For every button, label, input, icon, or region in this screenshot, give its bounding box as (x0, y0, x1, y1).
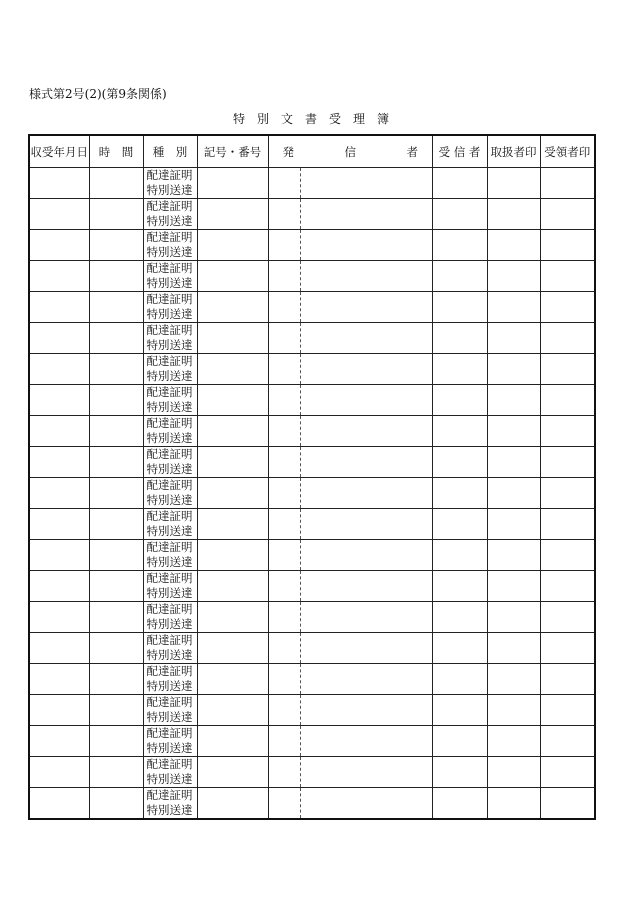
sender-name-cell[interactable] (300, 168, 432, 199)
handler-seal-cell[interactable] (487, 757, 540, 788)
header-sender (268, 135, 432, 168)
header-time: 時 間 (89, 135, 143, 168)
number-cell[interactable] (197, 385, 268, 416)
table-row (29, 323, 595, 354)
number-cell[interactable] (197, 447, 268, 478)
sender-code-cell[interactable] (268, 354, 300, 385)
number-cell[interactable] (197, 664, 268, 695)
table-row (29, 199, 595, 230)
kind-cell (143, 385, 197, 416)
number-cell[interactable] (197, 788, 268, 820)
time-cell[interactable] (89, 447, 143, 478)
table-row (29, 230, 595, 261)
time-cell[interactable] (89, 230, 143, 261)
kind-cell (143, 757, 197, 788)
recipient-seal-cell[interactable] (540, 757, 595, 788)
kind-cell (143, 540, 197, 571)
kind-option-special-service: 特別送達 (146, 183, 193, 197)
receiver-cell[interactable] (432, 168, 487, 199)
kind-cell (143, 230, 197, 261)
sender-code-cell[interactable] (268, 230, 300, 261)
sender-code-cell[interactable] (268, 509, 300, 540)
header-number: 記号・番号 (197, 135, 268, 168)
sender-name-cell[interactable] (300, 788, 432, 820)
kind-option-special-service: 特別送達 (146, 555, 193, 569)
number-cell[interactable] (197, 757, 268, 788)
recipient-seal-cell[interactable] (540, 199, 595, 230)
sender-name-cell[interactable] (300, 199, 432, 230)
sender-code-cell[interactable] (268, 602, 300, 633)
table-row (29, 354, 595, 385)
sender-code-cell[interactable] (268, 261, 300, 292)
sender-code-cell[interactable] (268, 199, 300, 230)
handler-seal-cell[interactable] (487, 447, 540, 478)
sender-code-cell[interactable] (268, 757, 300, 788)
receiver-cell[interactable] (432, 292, 487, 323)
kind-option-delivery-certificate: 配達証明 (146, 447, 193, 461)
number-cell[interactable] (197, 168, 268, 199)
recipient-seal-cell[interactable] (540, 695, 595, 726)
kind-option-delivery-certificate: 配達証明 (146, 478, 193, 492)
number-cell[interactable] (197, 540, 268, 571)
time-cell[interactable] (89, 664, 143, 695)
kind-cell (143, 726, 197, 757)
receiver-cell[interactable] (432, 571, 487, 602)
sender-name-cell[interactable] (300, 602, 432, 633)
number-cell[interactable] (197, 230, 268, 261)
kind-cell (143, 478, 197, 509)
kind-option-special-service: 特別送達 (146, 679, 193, 693)
sender-code-cell[interactable] (268, 447, 300, 478)
table-row (29, 540, 595, 571)
receiver-cell[interactable] (432, 602, 487, 633)
kind-option-special-service: 特別送達 (146, 400, 193, 414)
kind-cell (143, 664, 197, 695)
time-cell[interactable] (89, 478, 143, 509)
time-cell[interactable] (89, 757, 143, 788)
recipient-seal-cell[interactable] (540, 168, 595, 199)
handler-seal-cell[interactable] (487, 633, 540, 664)
kind-option-delivery-certificate: 配達証明 (146, 540, 193, 554)
kind-cell (143, 633, 197, 664)
kind-option-delivery-certificate: 配達証明 (146, 695, 193, 709)
sender-code-cell[interactable] (268, 633, 300, 664)
handler-seal-cell[interactable] (487, 571, 540, 602)
sender-code-cell[interactable] (268, 695, 300, 726)
recipient-seal-cell[interactable] (540, 571, 595, 602)
handler-seal-cell[interactable] (487, 540, 540, 571)
sender-name-cell[interactable] (300, 230, 432, 261)
recipient-seal-cell[interactable] (540, 540, 595, 571)
time-cell[interactable] (89, 726, 143, 757)
time-cell[interactable] (89, 354, 143, 385)
recipient-seal-cell[interactable] (540, 261, 595, 292)
kind-option-special-service: 特別送達 (146, 617, 193, 631)
kind-option-special-service: 特別送達 (146, 245, 193, 259)
date-cell[interactable] (29, 354, 89, 385)
receiver-cell[interactable] (432, 323, 487, 354)
header-row (29, 135, 595, 168)
handler-seal-cell[interactable] (487, 168, 540, 199)
date-cell[interactable] (29, 633, 89, 664)
kind-option-delivery-certificate: 配達証明 (146, 385, 193, 399)
handler-seal-cell[interactable] (487, 292, 540, 323)
handler-seal-cell[interactable] (487, 261, 540, 292)
kind-option-delivery-certificate: 配達証明 (146, 788, 193, 802)
time-cell[interactable] (89, 571, 143, 602)
sender-name-cell[interactable] (300, 323, 432, 354)
number-cell[interactable] (197, 292, 268, 323)
sender-name-cell[interactable] (300, 416, 432, 447)
kind-option-delivery-certificate: 配達証明 (146, 633, 193, 647)
recipient-seal-cell[interactable] (540, 292, 595, 323)
receiver-cell[interactable] (432, 230, 487, 261)
time-cell[interactable] (89, 416, 143, 447)
number-cell[interactable] (197, 199, 268, 230)
handler-seal-cell[interactable] (487, 354, 540, 385)
kind-option-delivery-certificate: 配達証明 (146, 292, 193, 306)
date-cell[interactable] (29, 757, 89, 788)
kind-option-special-service: 特別送達 (146, 524, 193, 538)
receiver-cell[interactable] (432, 664, 487, 695)
kind-cell (143, 509, 197, 540)
sender-code-cell[interactable] (268, 168, 300, 199)
receiver-cell[interactable] (432, 757, 487, 788)
date-cell[interactable] (29, 788, 89, 820)
sender-name-cell[interactable] (300, 540, 432, 571)
number-cell[interactable] (197, 633, 268, 664)
date-cell[interactable] (29, 385, 89, 416)
time-cell[interactable] (89, 602, 143, 633)
sender-code-cell[interactable] (268, 788, 300, 820)
table-row (29, 509, 595, 540)
date-cell[interactable] (29, 509, 89, 540)
number-cell[interactable] (197, 726, 268, 757)
sender-name-cell[interactable] (300, 385, 432, 416)
table-row (29, 664, 595, 695)
sender-name-cell[interactable] (300, 478, 432, 509)
date-cell[interactable] (29, 664, 89, 695)
handler-seal-cell[interactable] (487, 788, 540, 820)
recipient-seal-cell[interactable] (540, 416, 595, 447)
handler-seal-cell[interactable] (487, 602, 540, 633)
kind-cell (143, 571, 197, 602)
handler-seal-cell[interactable] (487, 416, 540, 447)
kind-option-special-service: 特別送達 (146, 772, 193, 786)
date-cell[interactable] (29, 416, 89, 447)
date-cell[interactable] (29, 478, 89, 509)
handler-seal-cell[interactable] (487, 385, 540, 416)
kind-option-delivery-certificate: 配達証明 (146, 416, 193, 430)
recipient-seal-cell[interactable] (540, 385, 595, 416)
kind-cell (143, 447, 197, 478)
date-cell[interactable] (29, 540, 89, 571)
number-cell[interactable] (197, 695, 268, 726)
header-sender-char-3: 者 (406, 145, 418, 159)
header-sender-char-2: 信 (344, 145, 356, 159)
header-date: 収受年月日 (29, 135, 89, 168)
handler-seal-cell[interactable] (487, 509, 540, 540)
recipient-seal-cell[interactable] (540, 230, 595, 261)
receiver-cell[interactable] (432, 633, 487, 664)
time-cell[interactable] (89, 695, 143, 726)
kind-cell (143, 323, 197, 354)
time-cell[interactable] (89, 509, 143, 540)
handler-seal-cell[interactable] (487, 199, 540, 230)
date-cell[interactable] (29, 199, 89, 230)
sender-name-cell[interactable] (300, 664, 432, 695)
date-cell[interactable] (29, 695, 89, 726)
kind-cell (143, 292, 197, 323)
sender-name-cell[interactable] (300, 633, 432, 664)
form-number: 様式第2号(2)(第9条関係) (29, 87, 167, 101)
kind-option-delivery-certificate: 配達証明 (146, 168, 193, 182)
receiver-cell[interactable] (432, 416, 487, 447)
receiver-cell[interactable] (432, 478, 487, 509)
number-cell[interactable] (197, 416, 268, 447)
table-row (29, 416, 595, 447)
kind-option-special-service: 特別送達 (146, 741, 193, 755)
recipient-seal-cell[interactable] (540, 354, 595, 385)
kind-option-special-service: 特別送達 (146, 648, 193, 662)
number-cell[interactable] (197, 571, 268, 602)
receiver-cell[interactable] (432, 385, 487, 416)
header-sender-char-1: 発 (282, 145, 294, 159)
sender-code-cell[interactable] (268, 385, 300, 416)
handler-seal-cell[interactable] (487, 323, 540, 354)
kind-cell (143, 354, 197, 385)
receiver-cell[interactable] (432, 447, 487, 478)
receiver-cell[interactable] (432, 726, 487, 757)
time-cell[interactable] (89, 633, 143, 664)
recipient-seal-cell[interactable] (540, 726, 595, 757)
sender-name-cell[interactable] (300, 571, 432, 602)
kind-option-special-service: 特別送達 (146, 803, 193, 817)
kind-option-special-service: 特別送達 (146, 276, 193, 290)
receiver-cell[interactable] (432, 261, 487, 292)
time-cell[interactable] (89, 168, 143, 199)
sender-name-cell[interactable] (300, 695, 432, 726)
kind-option-delivery-certificate: 配達証明 (146, 261, 193, 275)
handler-seal-cell[interactable] (487, 664, 540, 695)
number-cell[interactable] (197, 478, 268, 509)
receiver-cell[interactable] (432, 354, 487, 385)
recipient-seal-cell[interactable] (540, 633, 595, 664)
sender-code-cell[interactable] (268, 540, 300, 571)
table-row (29, 447, 595, 478)
kind-option-special-service: 特別送達 (146, 307, 193, 321)
sender-code-cell[interactable] (268, 323, 300, 354)
table-row (29, 788, 595, 820)
kind-option-delivery-certificate: 配達証明 (146, 354, 193, 368)
date-cell[interactable] (29, 230, 89, 261)
kind-option-delivery-certificate: 配達証明 (146, 571, 193, 585)
kind-option-special-service: 特別送達 (146, 431, 193, 445)
sender-code-cell[interactable] (268, 292, 300, 323)
register-body (29, 168, 595, 820)
recipient-seal-cell[interactable] (540, 323, 595, 354)
kind-option-delivery-certificate: 配達証明 (146, 509, 193, 523)
kind-option-delivery-certificate: 配達証明 (146, 602, 193, 616)
date-cell[interactable] (29, 261, 89, 292)
kind-option-delivery-certificate: 配達証明 (146, 726, 193, 740)
sender-code-cell[interactable] (268, 416, 300, 447)
handler-seal-cell[interactable] (487, 726, 540, 757)
receiver-cell[interactable] (432, 199, 487, 230)
handler-seal-cell[interactable] (487, 695, 540, 726)
sender-name-cell[interactable] (300, 261, 432, 292)
sender-name-cell[interactable] (300, 292, 432, 323)
kind-option-delivery-certificate: 配達証明 (146, 757, 193, 771)
kind-option-special-service: 特別送達 (146, 710, 193, 724)
kind-option-delivery-certificate: 配達証明 (146, 323, 193, 337)
date-cell[interactable] (29, 602, 89, 633)
sender-name-cell[interactable] (300, 726, 432, 757)
kind-option-delivery-certificate: 配達証明 (146, 199, 193, 213)
table-row (29, 478, 595, 509)
document-title: 特別文書受理簿 (232, 112, 401, 126)
date-cell[interactable] (29, 726, 89, 757)
sender-code-cell[interactable] (268, 664, 300, 695)
sender-name-cell[interactable] (300, 354, 432, 385)
kind-cell (143, 788, 197, 820)
time-cell[interactable] (89, 323, 143, 354)
sender-code-cell[interactable] (268, 478, 300, 509)
handler-seal-cell[interactable] (487, 230, 540, 261)
date-cell[interactable] (29, 168, 89, 199)
number-cell[interactable] (197, 323, 268, 354)
number-cell[interactable] (197, 354, 268, 385)
header-recipient-seal: 受領者印 (540, 135, 595, 168)
number-cell[interactable] (197, 261, 268, 292)
table-row (29, 292, 595, 323)
receiver-cell[interactable] (432, 695, 487, 726)
table-row (29, 168, 595, 199)
receiver-cell[interactable] (432, 509, 487, 540)
receiver-cell[interactable] (432, 788, 487, 820)
kind-cell (143, 261, 197, 292)
header-kind: 種 別 (143, 135, 197, 168)
receiver-cell[interactable] (432, 540, 487, 571)
kind-option-special-service: 特別送達 (146, 369, 193, 383)
sender-code-cell[interactable] (268, 571, 300, 602)
special-document-register-table (28, 134, 596, 820)
kind-cell (143, 695, 197, 726)
kind-option-delivery-certificate: 配達証明 (146, 230, 193, 244)
recipient-seal-cell[interactable] (540, 447, 595, 478)
recipient-seal-cell[interactable] (540, 788, 595, 820)
time-cell[interactable] (89, 199, 143, 230)
kind-option-special-service: 特別送達 (146, 338, 193, 352)
kind-option-special-service: 特別送達 (146, 586, 193, 600)
time-cell[interactable] (89, 540, 143, 571)
date-cell[interactable] (29, 571, 89, 602)
header-receiver: 受 信 者 (432, 135, 487, 168)
recipient-seal-cell[interactable] (540, 664, 595, 695)
table-row (29, 757, 595, 788)
recipient-seal-cell[interactable] (540, 509, 595, 540)
date-cell[interactable] (29, 447, 89, 478)
time-cell[interactable] (89, 788, 143, 820)
number-cell[interactable] (197, 509, 268, 540)
sender-name-cell[interactable] (300, 447, 432, 478)
table-row (29, 726, 595, 757)
kind-option-special-service: 特別送達 (146, 214, 193, 228)
table-row (29, 602, 595, 633)
date-cell[interactable] (29, 292, 89, 323)
date-cell[interactable] (29, 323, 89, 354)
table-row (29, 385, 595, 416)
recipient-seal-cell[interactable] (540, 602, 595, 633)
kind-option-special-service: 特別送達 (146, 462, 193, 476)
number-cell[interactable] (197, 602, 268, 633)
header-handler-seal: 取扱者印 (487, 135, 540, 168)
time-cell[interactable] (89, 292, 143, 323)
table-row (29, 261, 595, 292)
handler-seal-cell[interactable] (487, 478, 540, 509)
kind-cell (143, 199, 197, 230)
kind-cell (143, 416, 197, 447)
sender-code-cell[interactable] (268, 726, 300, 757)
table-row (29, 633, 595, 664)
table-row (29, 695, 595, 726)
table-row (29, 571, 595, 602)
time-cell[interactable] (89, 261, 143, 292)
sender-name-cell[interactable] (300, 757, 432, 788)
kind-option-special-service: 特別送達 (146, 493, 193, 507)
kind-cell (143, 168, 197, 199)
sender-name-cell[interactable] (300, 509, 432, 540)
recipient-seal-cell[interactable] (540, 478, 595, 509)
kind-option-delivery-certificate: 配達証明 (146, 664, 193, 678)
kind-cell (143, 602, 197, 633)
time-cell[interactable] (89, 385, 143, 416)
